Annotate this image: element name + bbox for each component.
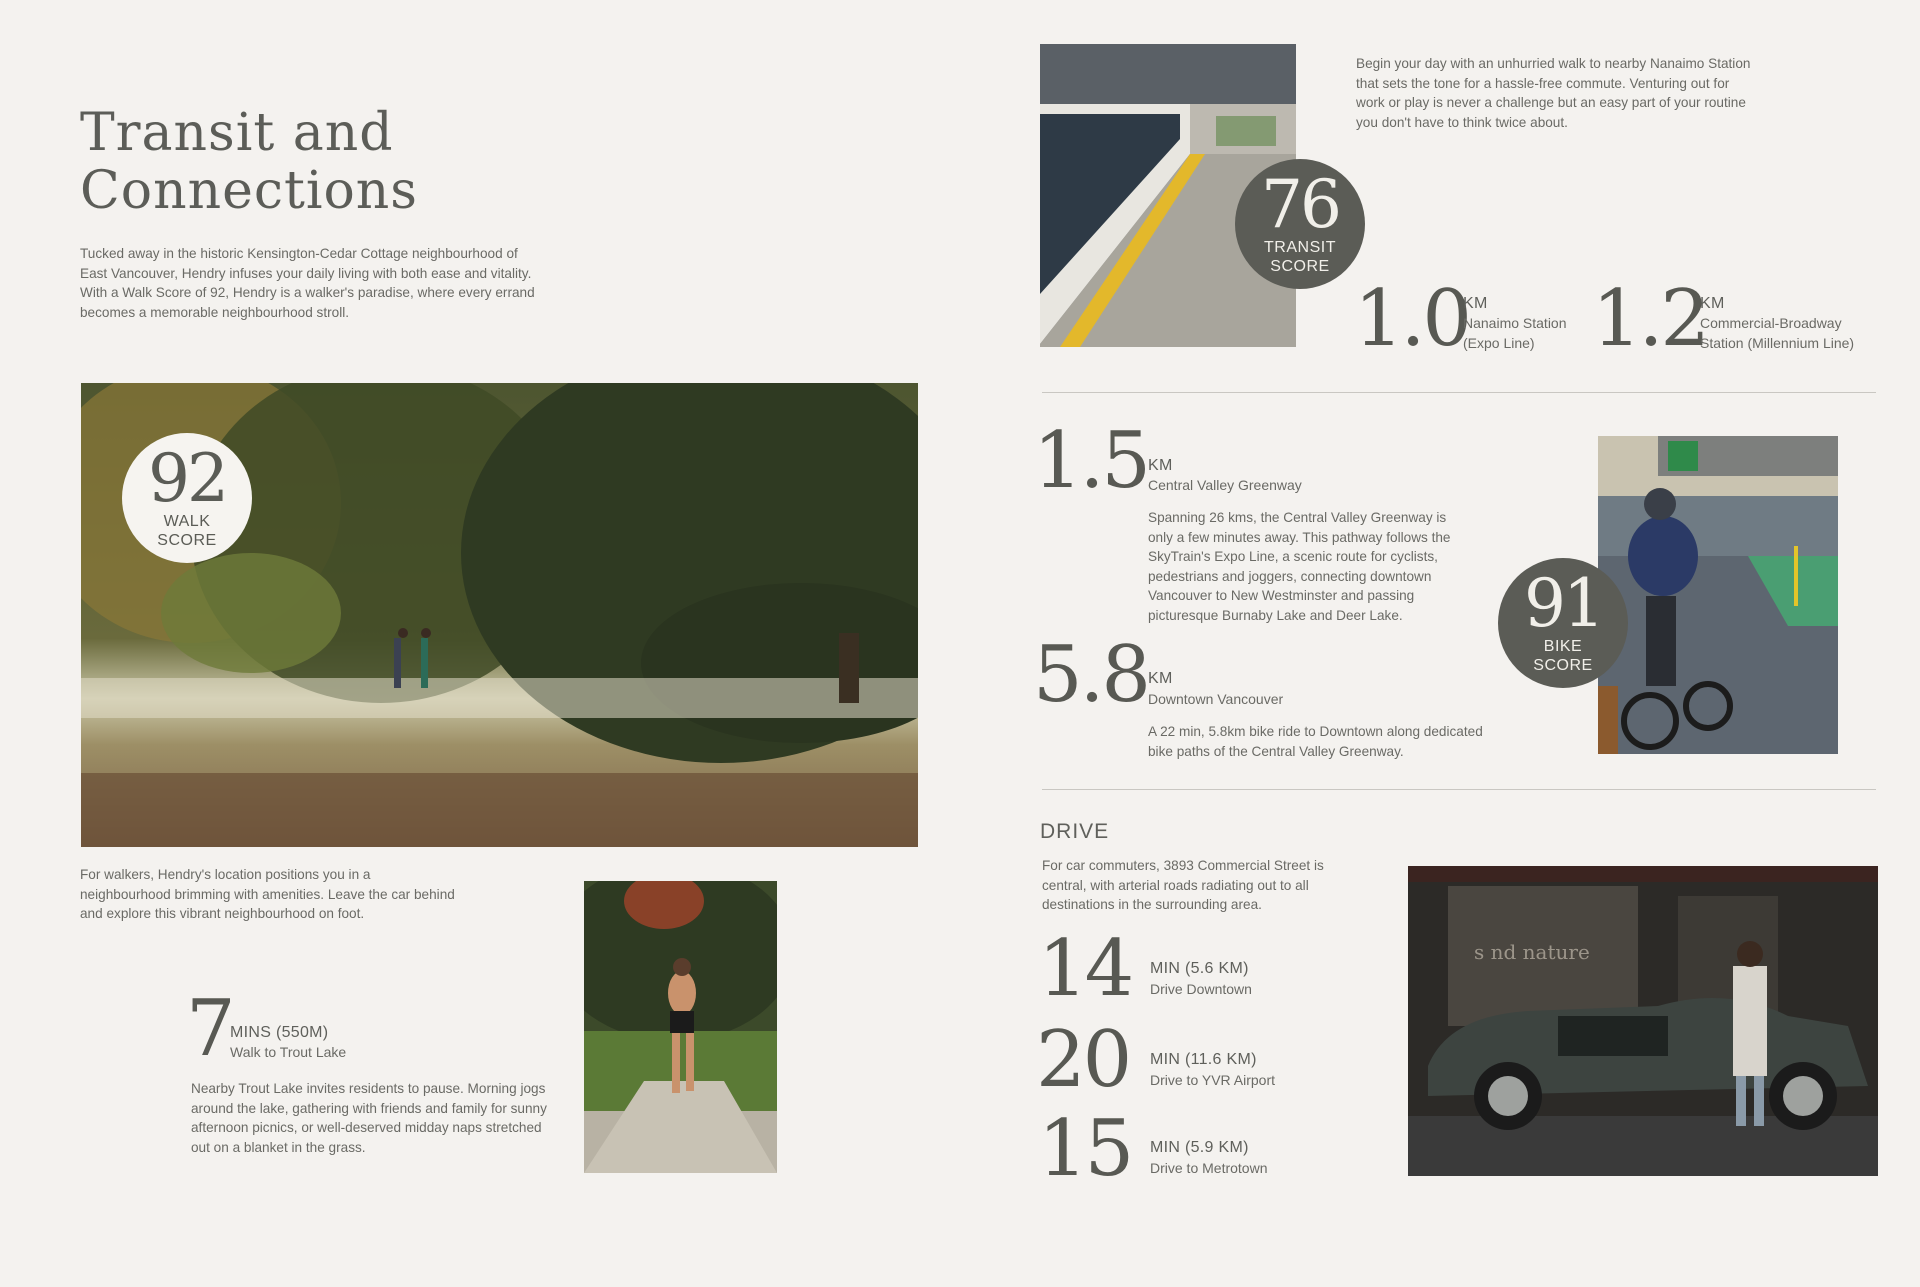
intro-paragraph: Tucked away in the historic Kensington-Cedar Cottage neighbourhood of East Vancouver, Hendry infuses your daily living with both ease and vitality. With a Walk Score of 92, Hendry is a walker's paradise, where every errand becomes a memorable neighbourhood stroll. — [80, 246, 535, 320]
drive-unit-3: MIN (5.9 KM) — [1150, 1139, 1249, 1156]
page-title-line1: Transit and — [80, 103, 394, 163]
drive-heading: DRIVE — [1040, 820, 1110, 843]
station-name-2-line2: Station (Millennium Line) — [1700, 334, 1855, 351]
walk-score-number: 92 — [148, 440, 226, 517]
trout-lake-paragraph: Nearby Trout Lake invites residents to pause. Morning jogs around the lake, gathering with friends and family for sunny afternoon picnics, or well-deserved midday naps stretched out on a blanket in the grass. — [191, 1081, 547, 1155]
walk-score-label1: WALK — [163, 513, 211, 530]
page-title — [80, 104, 418, 220]
bike-score-number: 91 — [1524, 565, 1602, 642]
station-name-1 — [1463, 314, 1567, 353]
transit-score-label2: SCORE — [1270, 258, 1330, 275]
bike-route-name-2: Downtown Vancouver — [1148, 691, 1284, 707]
walk-caption: For walkers, Hendry's location positions you in a neighbourhood brimming with amenities. Leave the car behind and explore this vibrant neighbourhood on foot. — [80, 867, 455, 921]
station-distance-1: 1.0 — [1354, 274, 1470, 364]
drive-intro: For car commuters, 3893 Commercial Street is central, with arterial roads radiating out to all destinations in the surrounding area. — [1042, 858, 1324, 912]
page-title-line2: Connections — [80, 161, 418, 221]
station-name-2-line1: Commercial-Broadway — [1700, 315, 1842, 331]
drive-unit-1: MIN (5.6 KM) — [1150, 960, 1249, 977]
car-storefront-photo — [1408, 866, 1878, 1176]
walk-score-badge — [122, 433, 252, 563]
drive-unit-2: MIN (11.6 KM) — [1150, 1051, 1257, 1068]
drive-dest-3: Drive to Metrotown — [1150, 1160, 1268, 1176]
station-name-2 — [1700, 314, 1854, 353]
walk-time-number: 7 — [186, 984, 233, 1074]
transit-score-number: 76 — [1261, 166, 1339, 243]
cyclist-photo — [1598, 436, 1838, 754]
bike-score-badge — [1498, 558, 1628, 688]
bike-route-name-1: Central Valley Greenway — [1148, 477, 1302, 493]
divider-bottom — [1042, 789, 1876, 790]
bike-route-desc-1: Spanning 26 kms, the Central Valley Greenway is only a few minutes away. This pathway follows the SkyTrain's Expo Line, a scenic route for cyclists, pedestrians and joggers, connecting downtown Vancouver to New Westminster and passing picturesque Burnaby Lake and Deer Lake. — [1148, 510, 1451, 623]
walk-time-destination: Walk to Trout Lake — [230, 1044, 347, 1060]
bike-score-label1: BIKE — [1543, 638, 1583, 655]
drive-minutes-2: 20 — [1036, 1015, 1130, 1105]
station-unit-2: KM — [1700, 295, 1725, 312]
drive-dest-1: Drive Downtown — [1150, 981, 1252, 997]
transit-score-label1: TRANSIT — [1264, 239, 1336, 256]
walk-time-unit: MINS (550M) — [230, 1024, 329, 1041]
bike-route-distance-1: 1.5 — [1033, 416, 1149, 506]
drive-minutes-1: 14 — [1038, 924, 1132, 1014]
station-distance-2: 1.2 — [1592, 274, 1708, 364]
drive-minutes-3: 15 — [1038, 1104, 1132, 1194]
divider-top — [1042, 392, 1876, 393]
bike-route-distance-2: 5.8 — [1033, 630, 1149, 720]
transit-intro: Begin your day with an unhurried walk to nearby Nanaimo Station that sets the tone for a hassle-free commute. Venturing out for work or play is never a challenge but an easy part of your routine you don't have to think twice about. — [1356, 56, 1751, 130]
walk-score-label2: SCORE — [157, 532, 217, 549]
jogger-photo — [584, 881, 777, 1173]
drive-dest-2: Drive to YVR Airport — [1150, 1072, 1276, 1088]
station-name-1-line1: Nanaimo Station — [1463, 315, 1567, 331]
transit-score-badge — [1235, 159, 1365, 289]
station-unit-1: KM — [1463, 295, 1488, 312]
bike-score-label2: SCORE — [1533, 657, 1593, 674]
store-sign: s nd nature — [1474, 940, 1590, 964]
station-name-1-line2: (Expo Line) — [1463, 334, 1535, 351]
bike-route-desc-2: A 22 min, 5.8km bike ride to Downtown along dedicated bike paths of the Central Valley Greenway. — [1148, 724, 1483, 759]
bike-route-unit-1: KM — [1148, 457, 1173, 474]
bike-route-unit-2: KM — [1148, 670, 1173, 687]
